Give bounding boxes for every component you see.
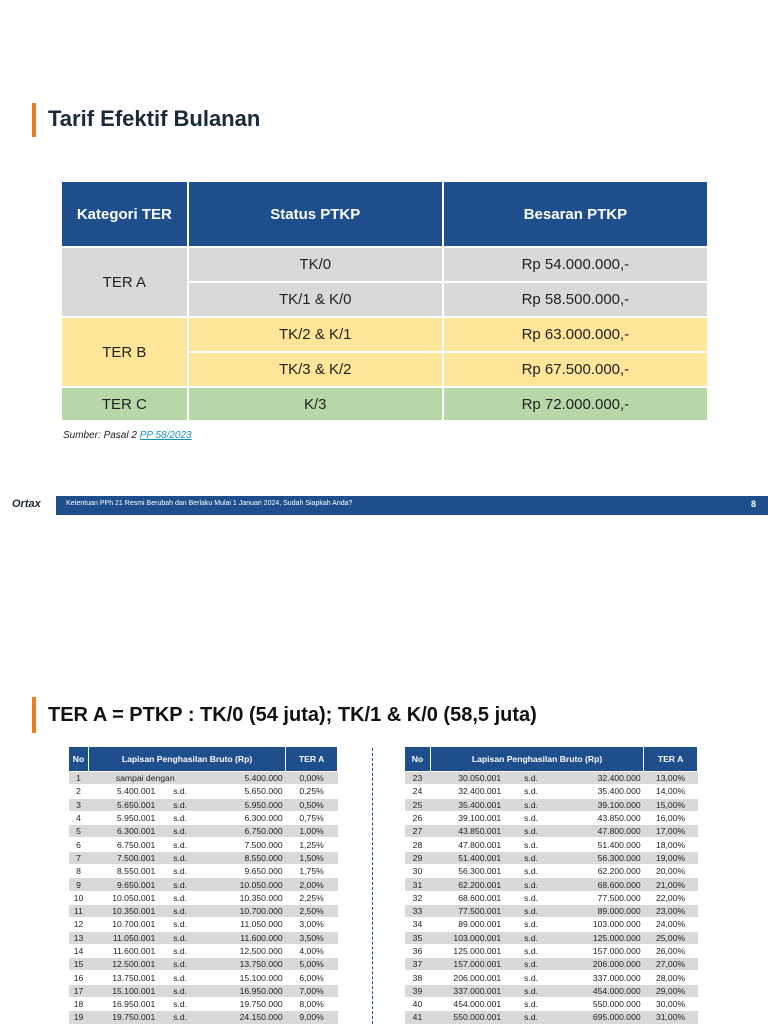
range-start: 10.350.001	[88, 904, 158, 917]
header-lapisan: Lapisan Penghasilan Bruto (Rp)	[88, 747, 285, 772]
range-start: 35.400.001	[430, 798, 504, 811]
table-row	[405, 944, 698, 957]
range-separator: s.d.	[158, 798, 202, 811]
range-end: 103.000.000	[558, 918, 644, 931]
range-start: 77.500.001	[430, 904, 504, 917]
range-start: 89.000.001	[430, 918, 504, 931]
range-separator: s.d.	[504, 944, 558, 957]
range-end: 68.600.000	[558, 878, 644, 891]
range-end: 12.500.000	[202, 944, 286, 957]
ter-rate: 0,75%	[286, 811, 338, 824]
table-row	[69, 984, 338, 997]
range-end: 550.000.000	[558, 998, 644, 1011]
table-row	[405, 918, 698, 931]
range-end: 16.950.000	[202, 984, 286, 997]
range-end: 5.650.000	[202, 785, 286, 798]
range-end: 11.050.000	[202, 918, 286, 931]
table-row	[405, 878, 698, 891]
range-separator: s.d.	[158, 984, 202, 997]
row-number: 38	[405, 971, 431, 984]
ter-rate: 14,00%	[644, 785, 698, 798]
table-row	[405, 772, 698, 785]
range-end: 206.000.000	[558, 958, 644, 971]
range-separator: s.d.	[158, 851, 202, 864]
range-start: 5.950.001	[88, 811, 158, 824]
ter-rate: 4,00%	[286, 944, 338, 957]
table-row	[405, 958, 698, 971]
row-number: 2	[69, 785, 89, 798]
range-end: 62.200.000	[558, 865, 644, 878]
slide-title: TER A = PTKP : TK/0 (54 juta); TK/1 & K/0 (58,5 juta)	[48, 704, 537, 726]
table-row	[61, 247, 708, 282]
row-number: 27	[405, 825, 431, 838]
title-accent-bar	[32, 103, 36, 137]
range-start: 13.750.001	[88, 971, 158, 984]
row-number: 7	[69, 851, 89, 864]
ter-a-table-left	[68, 746, 338, 1025]
page-number: 8	[750, 499, 756, 509]
range-separator: s.d.	[158, 825, 202, 838]
range-end: 51.400.000	[558, 838, 644, 851]
range-end: 6.750.000	[202, 825, 286, 838]
range-separator: s.d.	[504, 891, 558, 904]
range-start: 8.550.001	[88, 865, 158, 878]
range-end: 43.850.000	[558, 811, 644, 824]
amount-cell: Rp 54.000.000,-	[443, 247, 708, 282]
range-start: 103.000.001	[430, 931, 504, 944]
range-end: 19.750.000	[202, 998, 286, 1011]
range-start: 10.050.001	[88, 891, 158, 904]
ter-rate: 2,00%	[286, 878, 338, 891]
range-separator: s.d.	[158, 811, 202, 824]
range-separator: s.d.	[158, 958, 202, 971]
table-row	[69, 1011, 338, 1024]
range-start: 454.000.001	[430, 998, 504, 1011]
range-separator: s.d.	[158, 865, 202, 878]
range-separator: s.d.	[504, 958, 558, 971]
range-start: 39.100.001	[430, 811, 504, 824]
amount-cell: Rp 72.000.000,-	[443, 387, 708, 421]
ter-rate: 0,25%	[286, 785, 338, 798]
row-number: 30	[405, 865, 431, 878]
range-start: 5.650.001	[88, 798, 158, 811]
range-end: 157.000.000	[558, 944, 644, 957]
range-separator: s.d.	[504, 971, 558, 984]
range-start: 337.000.001	[430, 984, 504, 997]
range-separator: s.d.	[504, 865, 558, 878]
row-number: 5	[69, 825, 89, 838]
range-separator: s.d.	[158, 878, 202, 891]
source-note	[63, 430, 192, 441]
table-row	[61, 387, 708, 421]
range-start: 10.700.001	[88, 918, 158, 931]
source-link[interactable]: PP 58/2023	[139, 430, 192, 441]
range-separator: s.d.	[158, 998, 202, 1011]
ter-rate: 28,00%	[644, 971, 698, 984]
row-number: 1	[69, 772, 89, 785]
table-row	[69, 891, 338, 904]
amount-cell: Rp 67.500.000,-	[443, 352, 708, 387]
range-start: 51.400.001	[430, 851, 504, 864]
range-separator: s.d.	[158, 1011, 202, 1024]
ter-rate: 30,00%	[644, 998, 698, 1011]
range-start: 47.800.001	[430, 838, 504, 851]
header-besaran: Besaran PTKP	[443, 181, 708, 247]
table-row	[405, 825, 698, 838]
ter-rate: 3,50%	[286, 931, 338, 944]
range-separator: s.d.	[504, 825, 558, 838]
range-start: 11.050.001	[88, 931, 158, 944]
row-number: 17	[69, 984, 89, 997]
ter-rate: 21,00%	[644, 878, 698, 891]
table-row	[69, 865, 338, 878]
range-separator: s.d.	[158, 931, 202, 944]
range-start: 157.000.001	[430, 958, 504, 971]
table-row	[61, 317, 708, 352]
table-row	[405, 785, 698, 798]
range-start: 6.300.001	[88, 825, 158, 838]
range-start: 125.000.001	[430, 944, 504, 957]
range-start: 6.750.001	[88, 838, 158, 851]
range-start: 11.600.001	[88, 944, 158, 957]
table-row	[405, 811, 698, 824]
table-row	[69, 851, 338, 864]
ter-rate: 23,00%	[644, 904, 698, 917]
range-separator: s.d.	[504, 1011, 558, 1024]
ter-rate: 19,00%	[644, 851, 698, 864]
range-end: 5.950.000	[202, 798, 286, 811]
table-row	[405, 891, 698, 904]
range-separator: s.d.	[504, 851, 558, 864]
range-separator: s.d.	[158, 944, 202, 957]
ter-rate: 1,00%	[286, 825, 338, 838]
footer-band	[56, 496, 768, 515]
table-row	[69, 918, 338, 931]
range-end: 15.100.000	[202, 971, 286, 984]
table-row	[69, 798, 338, 811]
row-number: 33	[405, 904, 431, 917]
ter-rate: 27,00%	[644, 958, 698, 971]
ter-rate: 15,00%	[644, 798, 698, 811]
row-number: 3	[69, 798, 89, 811]
table-row	[69, 971, 338, 984]
range-end: 337.000.000	[558, 971, 644, 984]
status-cell: TK/1 & K/0	[188, 282, 443, 317]
table-row	[405, 931, 698, 944]
range-start: 68.600.001	[430, 891, 504, 904]
table-row	[405, 851, 698, 864]
range-end: 47.800.000	[558, 825, 644, 838]
ter-rate: 0,50%	[286, 798, 338, 811]
range-start: 12.500.001	[88, 958, 158, 971]
status-cell: TK/2 & K/1	[188, 317, 443, 352]
slide-footer	[0, 496, 768, 515]
range-separator: s.d.	[504, 984, 558, 997]
row-number: 39	[405, 984, 431, 997]
range-end: 6.300.000	[202, 811, 286, 824]
status-cell: TK/3 & K/2	[188, 352, 443, 387]
row-number: 4	[69, 811, 89, 824]
table-row	[405, 1011, 698, 1024]
row-number: 29	[405, 851, 431, 864]
row-number: 10	[69, 891, 89, 904]
ter-rate: 31,00%	[644, 1011, 698, 1024]
range-separator: s.d.	[504, 798, 558, 811]
table-row	[405, 865, 698, 878]
range-separator: s.d.	[504, 998, 558, 1011]
range-start: 56.300.001	[430, 865, 504, 878]
table-row	[405, 998, 698, 1011]
row-number: 11	[69, 904, 89, 917]
table-row	[69, 838, 338, 851]
ter-a-table-right	[404, 746, 698, 1025]
page-title: Tarif Efektif Bulanan	[48, 106, 261, 131]
row-number: 26	[405, 811, 431, 824]
range-start: 62.200.001	[430, 878, 504, 891]
row-number: 34	[405, 918, 431, 931]
range-end: 35.400.000	[558, 785, 644, 798]
row-number: 41	[405, 1011, 431, 1024]
row-number: 24	[405, 785, 431, 798]
row-number: 25	[405, 798, 431, 811]
range-end: 24.150.000	[202, 1011, 286, 1024]
range-separator: s.d.	[158, 891, 202, 904]
category-cell: TER C	[61, 387, 188, 421]
table-row	[405, 984, 698, 997]
ter-rate: 20,00%	[644, 865, 698, 878]
header-lapisan: Lapisan Penghasilan Bruto (Rp)	[430, 747, 643, 772]
range-start: sampai dengan	[88, 772, 202, 785]
ter-rate: 22,00%	[644, 891, 698, 904]
column-divider	[372, 748, 373, 1024]
ter-rate: 26,00%	[644, 944, 698, 957]
row-number: 15	[69, 958, 89, 971]
table-row	[69, 944, 338, 957]
row-number: 18	[69, 998, 89, 1011]
header-ter-a: TER A	[644, 747, 698, 772]
ter-rate: 9,00%	[286, 1011, 338, 1024]
ter-rate: 29,00%	[644, 984, 698, 997]
ter-rate: 24,00%	[644, 918, 698, 931]
row-number: 14	[69, 944, 89, 957]
ptkp-category-table	[60, 180, 709, 422]
ter-rate: 7,00%	[286, 984, 338, 997]
row-number: 8	[69, 865, 89, 878]
ter-rate: 1,50%	[286, 851, 338, 864]
range-start: 206.000.001	[430, 971, 504, 984]
range-start: 15.100.001	[88, 984, 158, 997]
ter-rate: 5,00%	[286, 958, 338, 971]
range-separator: s.d.	[158, 904, 202, 917]
ter-rate: 0,00%	[286, 772, 338, 785]
table-row	[405, 904, 698, 917]
status-cell: K/3	[188, 387, 443, 421]
category-cell: TER A	[61, 247, 188, 317]
header-no: No	[69, 747, 89, 772]
range-end: 125.000.000	[558, 931, 644, 944]
row-number: 16	[69, 971, 89, 984]
header-status: Status PTKP	[188, 181, 443, 247]
ter-rate: 1,75%	[286, 865, 338, 878]
row-number: 12	[69, 918, 89, 931]
range-start: 30.050.001	[430, 772, 504, 785]
range-end: 5.400.000	[202, 772, 286, 785]
ter-rate: 6,00%	[286, 971, 338, 984]
amount-cell: Rp 63.000.000,-	[443, 317, 708, 352]
range-start: 7.500.001	[88, 851, 158, 864]
range-end: 89.000.000	[558, 904, 644, 917]
range-end: 77.500.000	[558, 891, 644, 904]
range-end: 11.600.000	[202, 931, 286, 944]
ter-rate: 1,25%	[286, 838, 338, 851]
header-ter-a: TER A	[286, 747, 338, 772]
range-start: 19.750.001	[88, 1011, 158, 1024]
table-row	[69, 811, 338, 824]
range-separator: s.d.	[504, 904, 558, 917]
ter-rate: 2,25%	[286, 891, 338, 904]
row-number: 36	[405, 944, 431, 957]
range-start: 550.000.001	[430, 1011, 504, 1024]
range-start: 9.650.001	[88, 878, 158, 891]
row-number: 32	[405, 891, 431, 904]
range-end: 39.100.000	[558, 798, 644, 811]
ter-rate: 18,00%	[644, 838, 698, 851]
range-end: 454.000.000	[558, 984, 644, 997]
range-start: 16.950.001	[88, 998, 158, 1011]
slide-ter-a-rates	[0, 640, 768, 1024]
ter-rate: 17,00%	[644, 825, 698, 838]
ter-rate: 13,00%	[644, 772, 698, 785]
row-number: 35	[405, 931, 431, 944]
range-end: 56.300.000	[558, 851, 644, 864]
range-end: 10.350.000	[202, 891, 286, 904]
title-accent-bar	[32, 697, 36, 733]
ter-rate: 16,00%	[644, 811, 698, 824]
row-number: 13	[69, 931, 89, 944]
range-separator: s.d.	[158, 785, 202, 798]
range-separator: s.d.	[158, 838, 202, 851]
status-cell: TK/0	[188, 247, 443, 282]
range-end: 32.400.000	[558, 772, 644, 785]
range-separator: s.d.	[504, 811, 558, 824]
range-start: 43.850.001	[430, 825, 504, 838]
amount-cell: Rp 58.500.000,-	[443, 282, 708, 317]
row-number: 37	[405, 958, 431, 971]
range-end: 695.000.000	[558, 1011, 644, 1024]
range-end: 7.500.000	[202, 838, 286, 851]
ter-rate: 25,00%	[644, 931, 698, 944]
row-number: 9	[69, 878, 89, 891]
row-number: 31	[405, 878, 431, 891]
range-end: 8.550.000	[202, 851, 286, 864]
table-row	[69, 825, 338, 838]
table-row	[69, 904, 338, 917]
range-end: 10.050.000	[202, 878, 286, 891]
range-separator: s.d.	[504, 785, 558, 798]
range-separator: s.d.	[504, 931, 558, 944]
range-separator: s.d.	[504, 838, 558, 851]
header-no: No	[405, 747, 431, 772]
range-end: 9.650.000	[202, 865, 286, 878]
ter-rate: 3,00%	[286, 918, 338, 931]
table-row	[69, 998, 338, 1011]
row-number: 6	[69, 838, 89, 851]
range-end: 13.750.000	[202, 958, 286, 971]
header-kategori: Kategori TER	[61, 181, 188, 247]
range-separator: s.d.	[504, 772, 558, 785]
table-row	[69, 931, 338, 944]
ter-rate: 2,50%	[286, 904, 338, 917]
table-row	[405, 971, 698, 984]
footer-text: Ketentuan PPh 21 Resmi Berubah dan Berlaku Mulai 1 Januari 2024, Sudah Siapkah Anda?	[66, 500, 353, 507]
row-number: 40	[405, 998, 431, 1011]
source-prefix: Sumber: Pasal 2	[63, 430, 140, 441]
range-end: 10.700.000	[202, 904, 286, 917]
table-row	[69, 785, 338, 798]
row-number: 19	[69, 1011, 89, 1024]
range-start: 32.400.001	[430, 785, 504, 798]
ter-rate: 8,00%	[286, 998, 338, 1011]
table-row	[69, 878, 338, 891]
range-separator: s.d.	[158, 971, 202, 984]
table-row	[405, 798, 698, 811]
table-row	[405, 838, 698, 851]
range-start: 5.400.001	[88, 785, 158, 798]
table-row	[69, 772, 338, 785]
table-row	[69, 958, 338, 971]
range-separator: s.d.	[158, 918, 202, 931]
range-separator: s.d.	[504, 878, 558, 891]
row-number: 23	[405, 772, 431, 785]
range-separator: s.d.	[504, 918, 558, 931]
category-cell: TER B	[61, 317, 188, 387]
ortax-logo: Ortax	[12, 498, 41, 510]
row-number: 28	[405, 838, 431, 851]
